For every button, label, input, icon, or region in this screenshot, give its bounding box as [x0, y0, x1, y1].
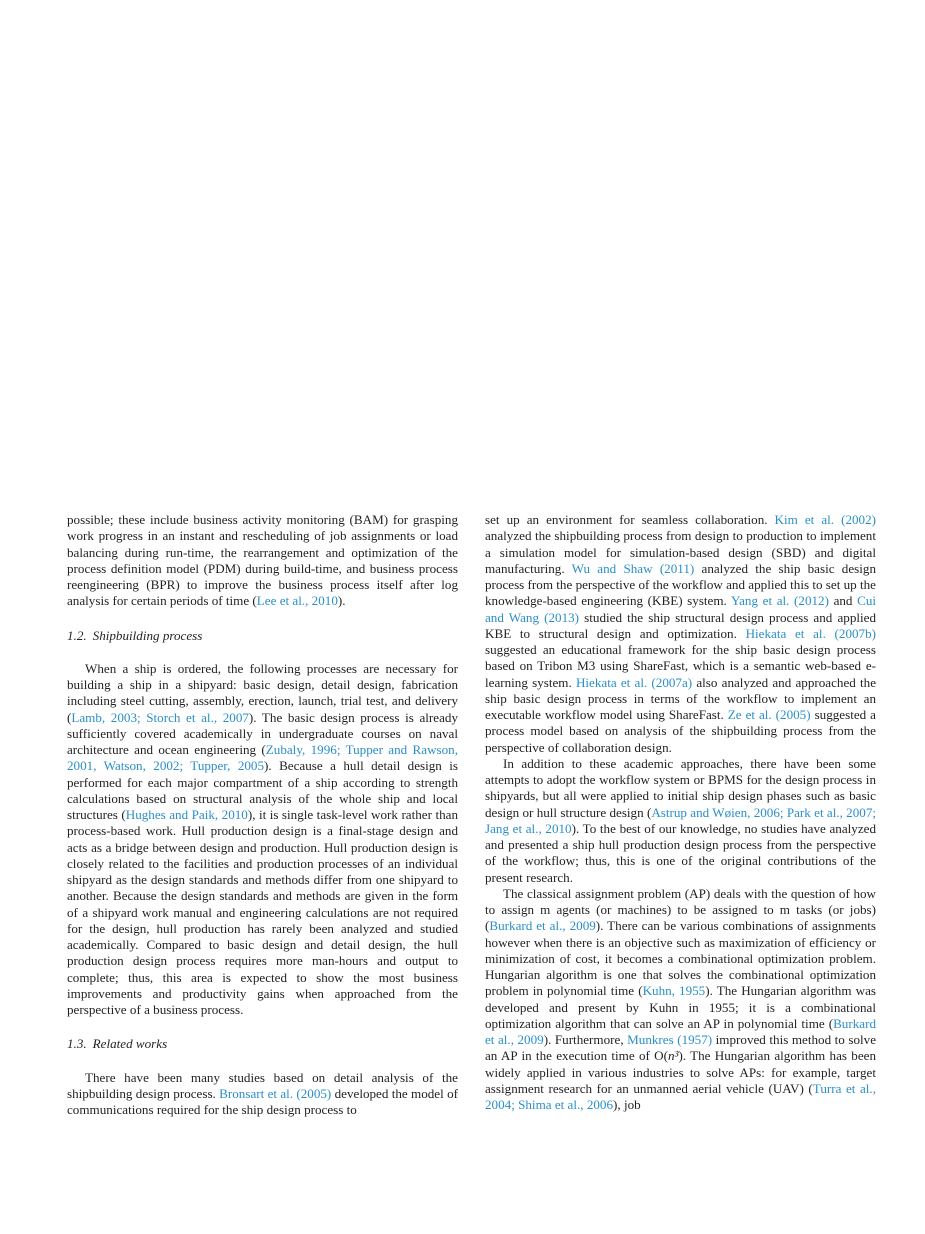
left-column [67, 512, 458, 1118]
text: studied the ship structural design process and applied KBE to structural design and optimization. [485, 609, 877, 641]
citation-link[interactable]: Ze et al. (2005) [727, 707, 811, 722]
paragraph-bpms-capabilities [67, 512, 458, 610]
citation-link[interactable]: Hughes and Paik, 2010 [125, 807, 248, 822]
right-column [485, 512, 876, 1113]
citation-link[interactable]: Lee et al., 2010 [256, 593, 338, 609]
text: ). The Hungarian algorithm has been widely applied in various industries to solve APs: for example, target assignment research for an unmanned aerial vehicle (UAV) ( [485, 1048, 876, 1096]
text: set up an environment for seamless collaboration. [485, 512, 775, 527]
text: ), job [613, 1097, 641, 1112]
section-number: 1.2. [67, 627, 87, 643]
citation-link[interactable]: Kim et al. (2002) [774, 512, 876, 527]
section-title: Related works [92, 1036, 168, 1052]
citation-link[interactable]: Wu and Shaw (2011) [571, 560, 695, 576]
paragraph-related-works [67, 1070, 458, 1119]
section-heading-related-works [67, 1036, 458, 1052]
citation-link[interactable]: Lamb, 2003; Storch et al., 2007 [71, 709, 249, 725]
text: The classical assignment problem (AP) deals with the question of how to assign m agents (or machines) to be assigned to m tasks (or jobs) ( [485, 885, 876, 934]
text: and [828, 593, 858, 609]
math-expression: n³ [667, 1048, 679, 1064]
citation-link[interactable]: Astrup and Wøien, 2006; Park et al., 2007; Jang et al., 2010 [485, 804, 877, 836]
text: ). The basic design process is already sufficiently covered academically in undergraduate courses on naval architecture and ocean engineering ( [67, 709, 458, 757]
citation-link[interactable]: Kuhn, 1955 [642, 983, 706, 999]
text: analyzed the shipbuilding process from design to production to implement a simulation model for simulation-based design (SBD) and digital manufacturing. [485, 528, 876, 576]
citation-link[interactable]: Hiekata et al. (2007b) [745, 625, 876, 641]
paragraph-workflow-attempts [485, 756, 876, 886]
text: ). [337, 593, 346, 609]
text: possible; these include business activity monitoring (BAM) for grasping work progress in an instant and rescheduling of job assignments or load balancing during run-time, the rearrangement and optimization of the process definition model (PDM) during build-time, and business process reengineering (BPR) to improve the business process itself after log analysis for certain periods of time ( [67, 512, 458, 609]
citation-link[interactable]: Cui and Wang (2013) [485, 593, 877, 625]
citation-link[interactable]: Bronsart et al. (2005) [219, 1085, 332, 1101]
section-number: 1.3. [67, 1036, 87, 1052]
text: ). To the best of our knowledge, no studies have analyzed and presented a ship hull production design process from the perspective of the workflow; thus, this is one of the original contributions of the present research. [485, 820, 876, 885]
text: improved this method to solve an AP in the execution time of O( [485, 1032, 877, 1064]
citation-link[interactable]: Yang et al. (2012) [730, 593, 829, 609]
section-heading-shipbuilding-process [67, 628, 458, 644]
text: suggested an educational framework for the ship basic design process based on Tribon M3 using ShareFast, which is a semantic web-based e-learning system. [485, 642, 876, 690]
citation-link[interactable]: Turra et al., 2004; Shima et al., 2006 [485, 1080, 876, 1112]
text: ). Because a hull detail design is performed for each major compartment of a ship according to strength calculations based on structural analysis of the whole ship and local structures ( [67, 758, 458, 822]
paragraph-assignment-problem [485, 886, 876, 1114]
citation-link[interactable]: Munkres (1957) [627, 1032, 713, 1047]
text: suggested a process model based on analysis of the shipbuilding process from the perspective of collaboration design. [485, 707, 876, 755]
paragraph-shipbuilding-process [67, 661, 458, 1019]
citation-link[interactable]: Zubaly, 1996; Tupper and Rawson, 2001, Watson, 2002; Tupper, 2005 [67, 742, 458, 774]
text: developed the model of communications required for the ship design process to [67, 1085, 458, 1117]
paragraph-collaboration [485, 512, 876, 756]
text: There have been many studies based on detail analysis of the shipbuilding design process. [67, 1069, 458, 1101]
text: ). Furthermore, [543, 1032, 628, 1047]
citation-link[interactable]: Burkard et al., 2009 [489, 918, 596, 934]
text: ), it is single task-level work rather than process-based work. Hull production design is a final-stage design and acts as a bridge between design and production. Hull production design is closely related to the facilities and production processes of an individual shipyard as the design standards and methods differ from one shipyard to another. Because the design standards and methods are given in the form of a shipyard work manual and engineering calculations are not required for the design, hull production has rarely been analyzed and studied academically. Compared to basic design and detail design, the hull production design process requires more man-hours and output to complete; thus, this area is expected to show the most business improvements and productivity gains when approached from the perspective of a business process. [67, 807, 458, 1017]
section-title: Shipbuilding process [92, 627, 203, 643]
citation-link[interactable]: Hiekata et al. (2007a) [575, 674, 693, 690]
text: In addition to these academic approaches, there have been some attempts to adopt the workflow system or BPMS for the design process in shipyards, but all were applied to initial ship design phases such as basic design or hull structure design ( [485, 755, 876, 820]
text: ). The Hungarian algorithm was developed and present by Kuhn in 1955; it is a combinational optimization algorithm that can solve an AP in polynomial time ( [485, 983, 876, 1031]
text: also analyzed and approached the ship basic design process in terms of the workflow to implement an executable workflow model using ShareFast. [485, 674, 877, 722]
text: ). There can be various combinations of assignments however when there is an objective such as maximization of efficiency or minimization of cost, it becomes a combinational optimization problem. Hungarian algorithm is one that solves the combinational optimization problem in polynomial time ( [485, 918, 876, 999]
text: When a ship is ordered, the following processes are necessary for building a ship in a shipyard: basic design, detail design, fabrication including steel cutting, assembly, erection, launch, trial test, and delivery ( [67, 660, 458, 725]
text: analyzed the ship basic design process from the perspective of the workflow and applied this to set up the knowledge-based engineering (KBE) system. [485, 560, 876, 609]
citation-link[interactable]: Burkard et al., 2009 [485, 1015, 876, 1047]
